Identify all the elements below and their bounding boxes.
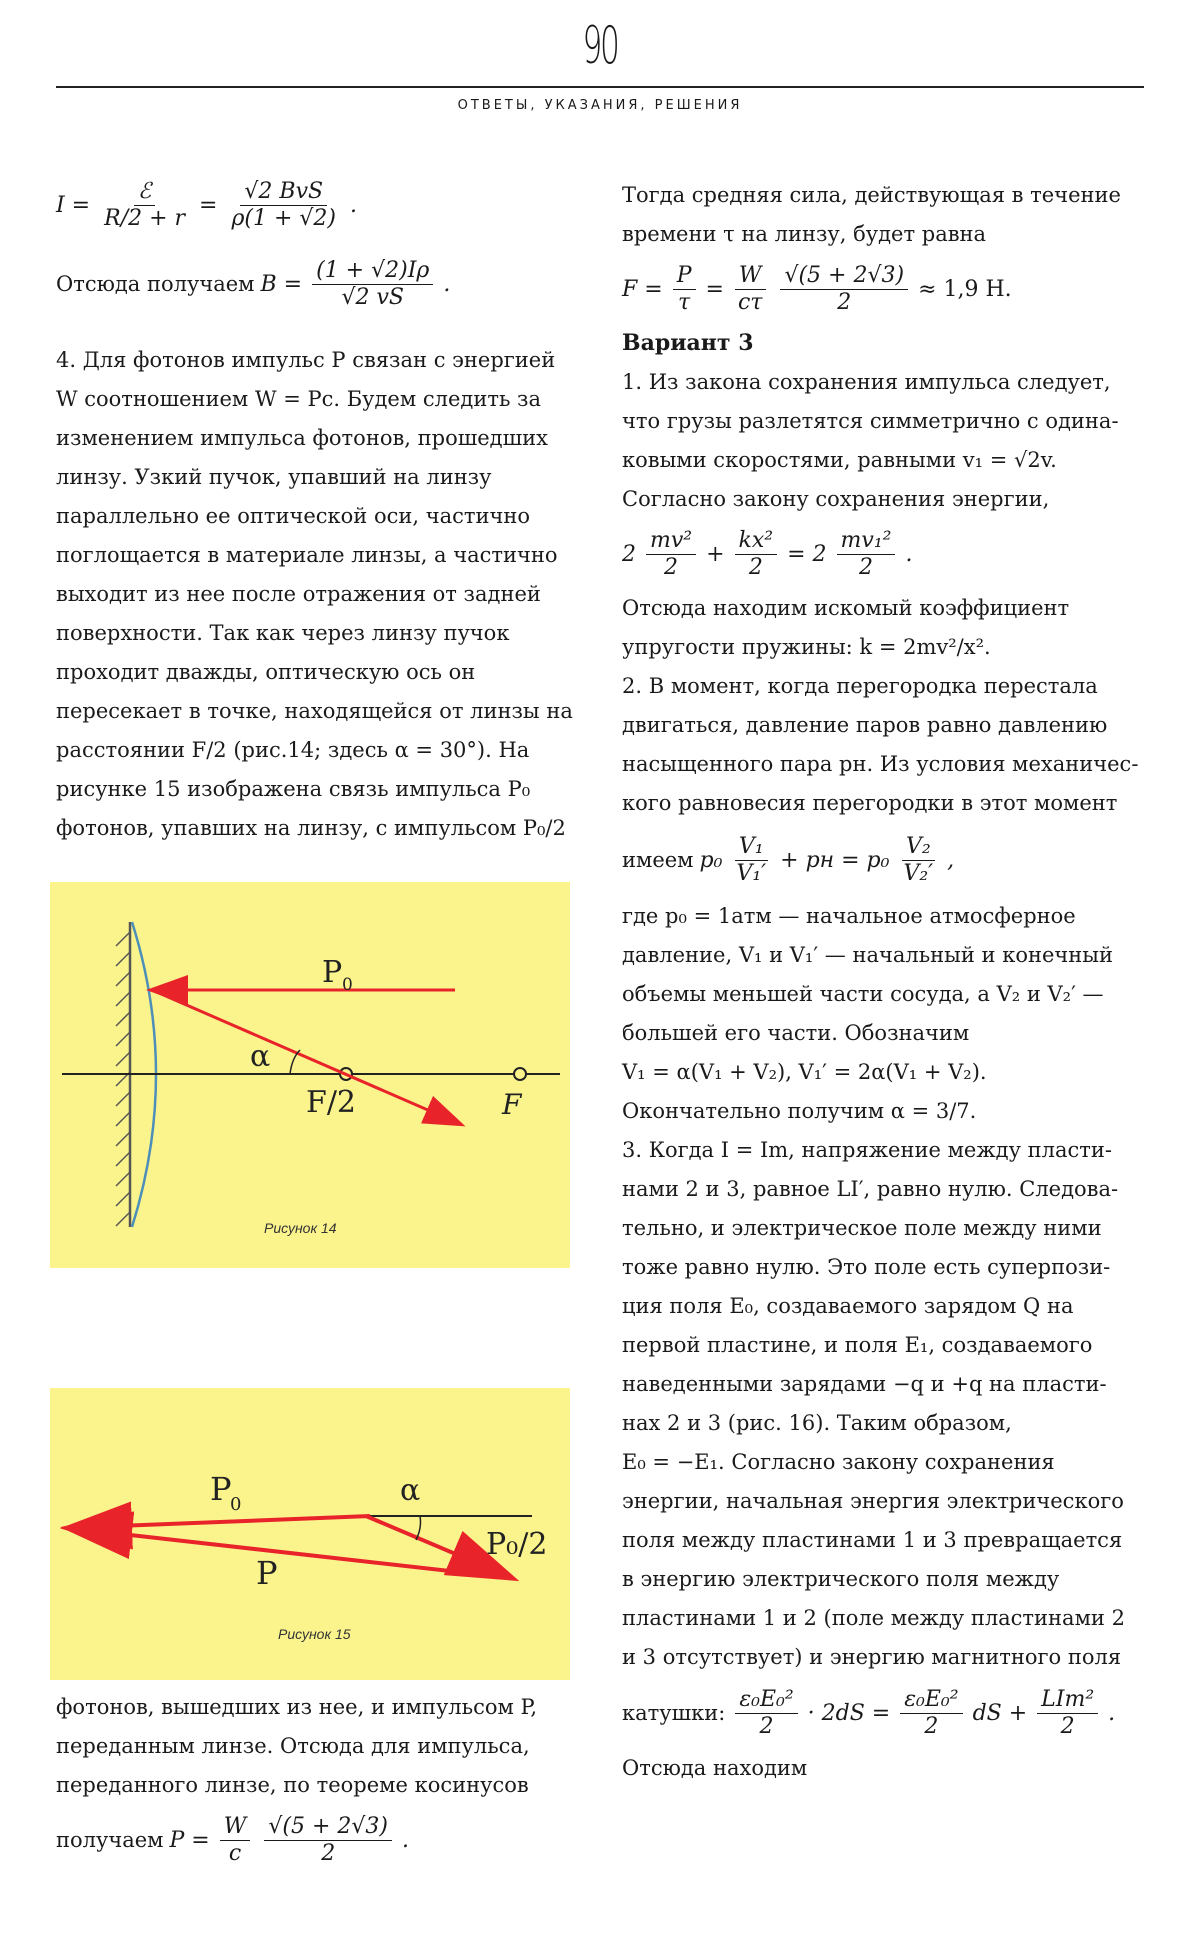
text-line: Тогда средняя сила, действующая в течение	[622, 183, 1121, 207]
fraction: $\frac{\text{ε₀E₀²}}{2}$	[900, 1687, 962, 1740]
vector-p0	[68, 1516, 370, 1528]
text-line: давление, V₁ и V₁′ — начальный и конечный	[622, 943, 1113, 967]
right-column	[622, 176, 1144, 1788]
text-line: нами 2 и 3, равное LI′, равно нулю. Следова-	[622, 1177, 1119, 1201]
figure-14-diagram	[50, 882, 570, 1268]
text-line: V₁ = α(V₁ + V₂), V₁′ = 2α(V₁ + V₂).	[622, 1060, 987, 1084]
fraction: $\frac{\text{kx²}}{2}$	[735, 528, 778, 581]
text-line: Отсюда находим	[622, 1756, 808, 1780]
text-line: первой пластине, и поля E₁, создаваемого	[622, 1333, 1093, 1357]
text-line: где p₀ = 1атм — начальное атмосферное	[622, 904, 1076, 928]
text-line: объемы меньшей части сосуда, а V₂ и V₂′ —	[622, 982, 1104, 1006]
figure-14-caption: Рисунок 14	[264, 1220, 337, 1236]
formula-force: F = $\frac{P}{\tau}$ = $\frac{W}{c\tau}$ $\frac{√(5 + 2√3)}{2}$ ≈ 1,9 Н.	[622, 262, 1012, 315]
fraction: $\frac{\text{ε₀E₀²}}{2}$	[735, 1687, 797, 1740]
text-line: параллельно ее оптической оси, частично	[56, 504, 531, 528]
text-line: насыщенного пара pн. Из условия механичес-	[622, 752, 1139, 776]
text-line: переданного линзе, по теореме косинусов	[56, 1773, 529, 1797]
text-line: фотонов, упавших на линзу, с импульсом P₀/2	[56, 816, 566, 840]
text-line: переданным линзе. Отсюда для импульса,	[56, 1734, 530, 1758]
formula-field-energy: катушки: $\frac{\text{ε₀E₀²}}{2}$ · 2dS = $\frac{\text{ε₀E₀²}}{2}$ dS + $\frac{\text{LIm²}}{2}$ .	[622, 1686, 1116, 1739]
fraction: $\frac{\text{mv²}}{2}$	[646, 528, 696, 581]
text-line: тоже равно нулю. Это поле есть суперпози-	[622, 1255, 1111, 1279]
text-line: 1. Из закона сохранения импульса следует,	[622, 370, 1111, 394]
running-head: ОТВЕТЫ, УКАЗАНИЯ, РЕШЕНИЯ	[457, 98, 743, 113]
formula-b: Отсюда получаем B = $\frac{(1 + √2)I\rho}{√2 vS}$ .	[56, 257, 451, 310]
text-line: и 3 отсутствует) и энергию магнитного поля	[622, 1645, 1122, 1669]
left-column-bottom	[56, 1688, 576, 1875]
left-column-top	[56, 175, 576, 848]
figure-15	[50, 1388, 570, 1680]
formula-lhs: I =	[56, 192, 91, 218]
text-line: W соотношением W = Pc. Будем следить за	[56, 387, 542, 411]
label-f2: F/2	[306, 1085, 357, 1120]
text-line: 4. Для фотонов импульс P связан с энергией	[56, 348, 556, 372]
fraction: $\frac{(1 + √2)I\rho}{√2 vS}$	[312, 258, 433, 311]
text-line: ковыми скоростями, равными v₁ = √2v.	[622, 448, 1057, 472]
text-line: 2. В момент, когда перегородка перестала	[622, 674, 1098, 698]
text-line: поля между пластинами 1 и 3 превращается	[622, 1528, 1123, 1552]
vector-p	[68, 1528, 512, 1578]
text-line: 3. Когда I = Im, напряжение между пласти-	[622, 1138, 1112, 1162]
text-line: пластинами 1 и 2 (поле между пластинами 2	[622, 1606, 1125, 1630]
formula-p: получаем P = $\frac{W}{c}$ $\frac{√(5 + 2√3)}{2}$ .	[56, 1813, 409, 1866]
fraction: $\frac{P}{\tau}$	[673, 263, 696, 316]
label-p: P	[256, 1554, 278, 1592]
text-line: упругости пружины: k = 2mv²/x².	[622, 635, 991, 659]
text-line: фотонов, вышедших из нее, и импульсом P,	[56, 1695, 538, 1719]
label-p0: P	[322, 955, 343, 990]
formula-energy: 2 $\frac{\text{mv²}}{2}$ + $\frac{\text{kx²}}{2}$ = 2 $\frac{\text{mv₁²}}{2}$ .	[622, 527, 913, 580]
label-p0-sub: 0	[342, 975, 353, 995]
label-f: F	[502, 1088, 522, 1121]
fraction: $\frac{√(5 + 2√3)}{2}$	[780, 263, 908, 316]
variant-heading: Вариант 3	[622, 330, 754, 356]
formula-pressure: имеем p₀ $\frac{\text{V₁}}{\text{V₁′}}$ + pн = p₀ $\frac{\text{V₂}}{\text{V₂′}}$ ,	[622, 833, 955, 886]
text-line: пересекает в точке, находящейся от линзы на	[56, 699, 573, 723]
text-line: изменением импульса фотонов, прошедших	[56, 426, 548, 450]
label-alpha: α	[400, 1473, 421, 1508]
point-f	[514, 1068, 526, 1080]
text-line: Согласно закону сохранения энергии,	[622, 487, 1050, 511]
label-p0-half: P₀/2	[486, 1527, 548, 1562]
fraction: $\frac{W}{c\tau}$	[734, 263, 767, 316]
text-line: что грузы разлетятся симметрично с одина-	[622, 409, 1119, 433]
formula-current: I = $\frac{\text{ℰ}}{R/2 + r}$ = $\frac{\text{√2 BvS}}{\rho(1 + √2)}$ .	[56, 178, 358, 231]
page-number: 90	[582, 16, 618, 76]
text-line: расстоянии F/2 (рис.14; здесь α = 30°). На	[56, 738, 530, 762]
fraction: $\frac{\text{mv₁²}}{2}$	[837, 528, 896, 581]
text-line: нах 2 и 3 (рис. 16). Таким образом,	[622, 1411, 1012, 1435]
fraction: $\frac{W}{c}$	[220, 1814, 251, 1867]
figure-14	[50, 882, 570, 1268]
text-line: поглощается в материале линзы, а частично	[56, 543, 558, 567]
fraction: $\frac{\text{V₂}}{\text{V₂′}}$	[903, 833, 934, 886]
figure-15-caption: Рисунок 15	[278, 1626, 351, 1642]
fraction: $\frac{\text{ℰ}}{R/2 + r}$	[104, 178, 186, 231]
text-line: в энергию электрического поля между	[622, 1567, 1060, 1591]
text-line: времени τ на линзу, будет равна	[622, 222, 987, 246]
label-alpha: α	[250, 1039, 271, 1074]
text-line: энергии, начальная энергия электрического	[622, 1489, 1124, 1513]
mirror-hatching	[116, 932, 130, 1226]
text-line: проходит дважды, оптическую ось он	[56, 660, 476, 684]
fraction: $\frac{\text{LIm²}}{2}$	[1037, 1687, 1098, 1740]
fraction: $\frac{\text{√2 BvS}}{\rho(1 + √2)}$	[231, 178, 337, 231]
text-line: кого равновесия перегородки в этот момент	[622, 791, 1118, 815]
text-line: Окончательно получим α = 3/7.	[622, 1099, 977, 1123]
text-line: выходит из нее после отражения от задней	[56, 582, 541, 606]
text-line: наведенными зарядами −q и +q на пласти-	[622, 1372, 1107, 1396]
label-p0-sub: 0	[230, 1494, 242, 1515]
text-line: поверхности. Так как через линзу пучок	[56, 621, 510, 645]
header-rule	[56, 86, 1144, 88]
text-line: двигаться, давление паров равно давлению	[622, 713, 1108, 737]
text-line: Отсюда находим искомый коэффициент	[622, 596, 1070, 620]
text-line: рисунке 15 изображена связь импульса P₀	[56, 777, 531, 801]
text-line: ция поля E₀, создаваемого зарядом Q на	[622, 1294, 1074, 1318]
text-line: E₀ = −E₁. Согласно закону сохранения	[622, 1450, 1055, 1474]
text-line: линзу. Узкий пучок, упавший на линзу	[56, 465, 492, 489]
label-p0: P	[210, 1470, 232, 1508]
text-line: большей его части. Обозначим	[622, 1021, 970, 1045]
fraction: $\frac{√(5 + 2√3)}{2}$	[264, 1814, 392, 1867]
fraction: $\frac{\text{V₁}}{\text{V₁′}}$	[736, 833, 767, 886]
text-line: тельно, и электрическое поле между ними	[622, 1216, 1102, 1240]
formula-text: Отсюда получаем	[56, 271, 255, 296]
paragraph-4	[56, 341, 576, 848]
